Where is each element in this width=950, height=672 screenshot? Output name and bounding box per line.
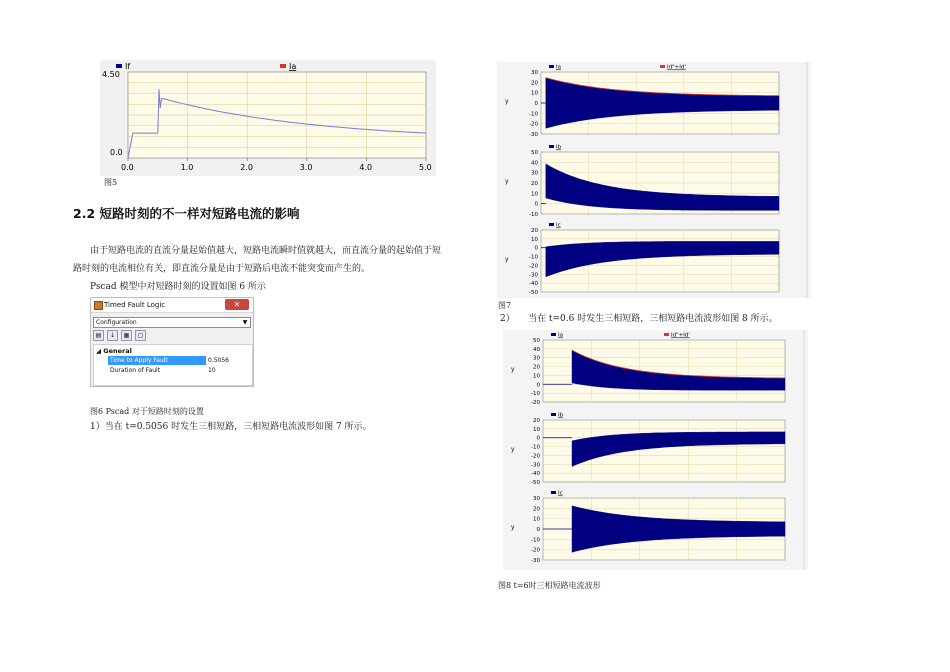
legend-ia: Ia [289, 62, 297, 71]
y-axis-label: y [505, 178, 509, 185]
x-tick-label: 1.0 [180, 163, 194, 172]
waveform-panel [505, 223, 779, 297]
timed-fault-logic-dialog [90, 297, 254, 387]
y-tick-label: 10 [533, 516, 540, 523]
dialog-title-bar [91, 298, 253, 313]
y-tick-label: 10 [531, 236, 538, 243]
close-button[interactable]: ✕ [225, 299, 249, 310]
chevron-down-icon: ▼ [242, 319, 248, 326]
sort-alpha-icon[interactable]: ↓ [107, 330, 118, 341]
legend-swatch [551, 413, 556, 416]
dropdown-value: Configuration [96, 319, 137, 326]
property-grid [93, 344, 253, 386]
y-tick-label: 30 [531, 170, 538, 177]
y-tick-label: -20 [531, 547, 540, 554]
legend-swatch-if [116, 64, 122, 68]
legend-swatch-ia [280, 64, 286, 68]
y-tick-label: 40 [531, 160, 538, 167]
y-tick-label: 0 [536, 435, 540, 442]
y-tick-label: 20 [533, 506, 540, 513]
y-tick-top: 4.50 [102, 70, 120, 79]
x-tick-label: 5.0 [419, 163, 432, 172]
item-2-number: 2） [500, 314, 515, 324]
y-tick-label: 30 [533, 496, 540, 502]
y-tick-label: 50 [533, 338, 540, 344]
y-axis-label: y [511, 446, 515, 453]
legend-swatch [551, 491, 556, 494]
y-tick-label: -20 [531, 400, 540, 406]
legend-swatch [549, 145, 554, 148]
y-tick-label: -20 [531, 453, 540, 460]
y-tick-label: 20 [533, 364, 540, 371]
y-tick-label: 10 [531, 191, 538, 198]
y-tick-label: -10 [529, 111, 538, 118]
y-tick-label: -20 [529, 263, 538, 270]
y-tick-label: -10 [529, 254, 538, 261]
property-key: Time to Apply Fault [108, 356, 206, 365]
item-1-text: 1）当在 t=0.5056 时发生三相短路，三相短路电流波形如图 7 所示。 [90, 422, 372, 432]
y-tick-label: 0 [534, 101, 538, 107]
configuration-dropdown[interactable] [93, 317, 251, 328]
y-tick-label: -30 [529, 132, 538, 138]
legend-label: Id"+Id' [667, 64, 686, 71]
legend-label: Ia [556, 64, 561, 71]
property-value[interactable]: 10 [208, 367, 216, 374]
section-heading: 2.2 短路时刻的不一样对短路电流的影响 [73, 206, 300, 221]
y-tick-label: -10 [531, 444, 540, 451]
y-axis-label: y [505, 256, 509, 263]
x-tick-label: 3.0 [299, 163, 313, 172]
sort-category-icon[interactable]: ▤ [93, 330, 104, 341]
y-tick-bottom: 0.0 [110, 148, 123, 157]
y-tick-label: 20 [531, 181, 538, 187]
y-tick-label: 40 [533, 346, 540, 353]
y-tick-label: -10 [531, 537, 540, 544]
legend-label: Ia [558, 332, 563, 339]
waveform-panel [511, 491, 785, 565]
property-row-duration-of-fault[interactable] [108, 366, 250, 375]
property-row-time-to-apply-fault[interactable] [108, 356, 250, 365]
figure-7-chart [497, 62, 811, 298]
paragraph-2: Pscad 模型中对短路时刻的设置如图 6 所示 [90, 282, 266, 292]
y-tick-label: -40 [531, 471, 540, 478]
app-icon [94, 301, 103, 310]
y-tick-label: -10 [529, 212, 538, 218]
legend-label: Ib [556, 144, 562, 151]
y-tick-label: 50 [531, 150, 538, 156]
pages-icon[interactable]: ▢ [135, 330, 146, 341]
legend-swatch [660, 65, 665, 68]
x-tick-label: 2.0 [240, 163, 253, 172]
y-tick-label: -50 [531, 480, 540, 486]
properties-icon[interactable]: ▦ [121, 330, 132, 341]
waveform-panel [505, 65, 779, 139]
y-tick-label: 20 [531, 228, 538, 234]
y-axis-label: y [511, 524, 515, 531]
y-axis-label: y [505, 98, 509, 105]
legend-swatch [549, 65, 554, 68]
y-tick-label: -20 [529, 121, 538, 128]
y-tick-label: 20 [531, 80, 538, 87]
y-tick-label: -30 [531, 462, 540, 469]
y-tick-label: 10 [533, 373, 540, 380]
y-tick-label: 0 [534, 201, 538, 208]
property-key: Duration of Fault [110, 367, 161, 374]
dialog-title: Timed Fault Logic [104, 301, 166, 309]
y-tick-label: -10 [531, 391, 540, 398]
y-tick-label: 20 [533, 418, 540, 424]
legend-swatch [551, 333, 556, 336]
y-tick-label: 0 [534, 245, 538, 252]
figure-5-caption: 图5 [104, 178, 118, 187]
property-toolbar [93, 330, 249, 342]
y-tick-label: -50 [529, 290, 538, 296]
y-tick-label: 10 [531, 90, 538, 97]
paragraph-1-line-1: 由于短路电流的直流分量起始值越大，短路电流瞬时值就越大，而直流分量的起始值于短 [90, 246, 442, 256]
waveform-panel [505, 145, 779, 219]
y-tick-label: 10 [533, 426, 540, 433]
y-tick-label: -40 [529, 281, 538, 288]
y-axis-label: y [511, 366, 515, 373]
y-tick-label: -30 [529, 272, 538, 279]
x-tick-label: 0.0 [121, 163, 134, 172]
y-tick-label: 0 [536, 527, 540, 533]
y-tick-label: 30 [533, 355, 540, 362]
y-tick-label: 30 [531, 70, 538, 76]
paragraph-1-line-2: 路时刻的电流相位有关，即直流分量是由于短路后电流不能突变而产生的。 [73, 264, 371, 274]
property-value[interactable]: 0.5056 [208, 357, 229, 364]
group-label: General [103, 347, 132, 355]
legend-swatch [549, 223, 554, 226]
waveform-panel [511, 333, 785, 407]
figure-8-chart [503, 330, 808, 570]
legend-label: Ic [558, 490, 563, 497]
y-tick-label: -30 [531, 558, 540, 564]
waveform-panel [511, 413, 785, 487]
item-2-text: 当在 t=0.6 时发生三相短路，三相短路电流波形如图 8 所示。 [528, 314, 778, 324]
legend-label: Ic [556, 222, 561, 229]
legend-label: Id"+Id' [671, 332, 690, 339]
legend-swatch [664, 333, 669, 336]
figure-5-chart [100, 60, 436, 176]
legend-label: Ib [558, 412, 564, 419]
y-tick-label: 0 [536, 382, 540, 389]
figure-6-caption: 图6 Pscad 对于短路时刻的设置 [90, 407, 204, 416]
legend-if: If [125, 62, 131, 71]
x-tick-label: 4.0 [359, 163, 373, 172]
figure-8-caption: 图8 t=6时三相短路电流波形 [498, 581, 601, 590]
group-general[interactable]: ◢ General [96, 347, 132, 355]
figure-7-caption: 图7 [498, 301, 512, 310]
